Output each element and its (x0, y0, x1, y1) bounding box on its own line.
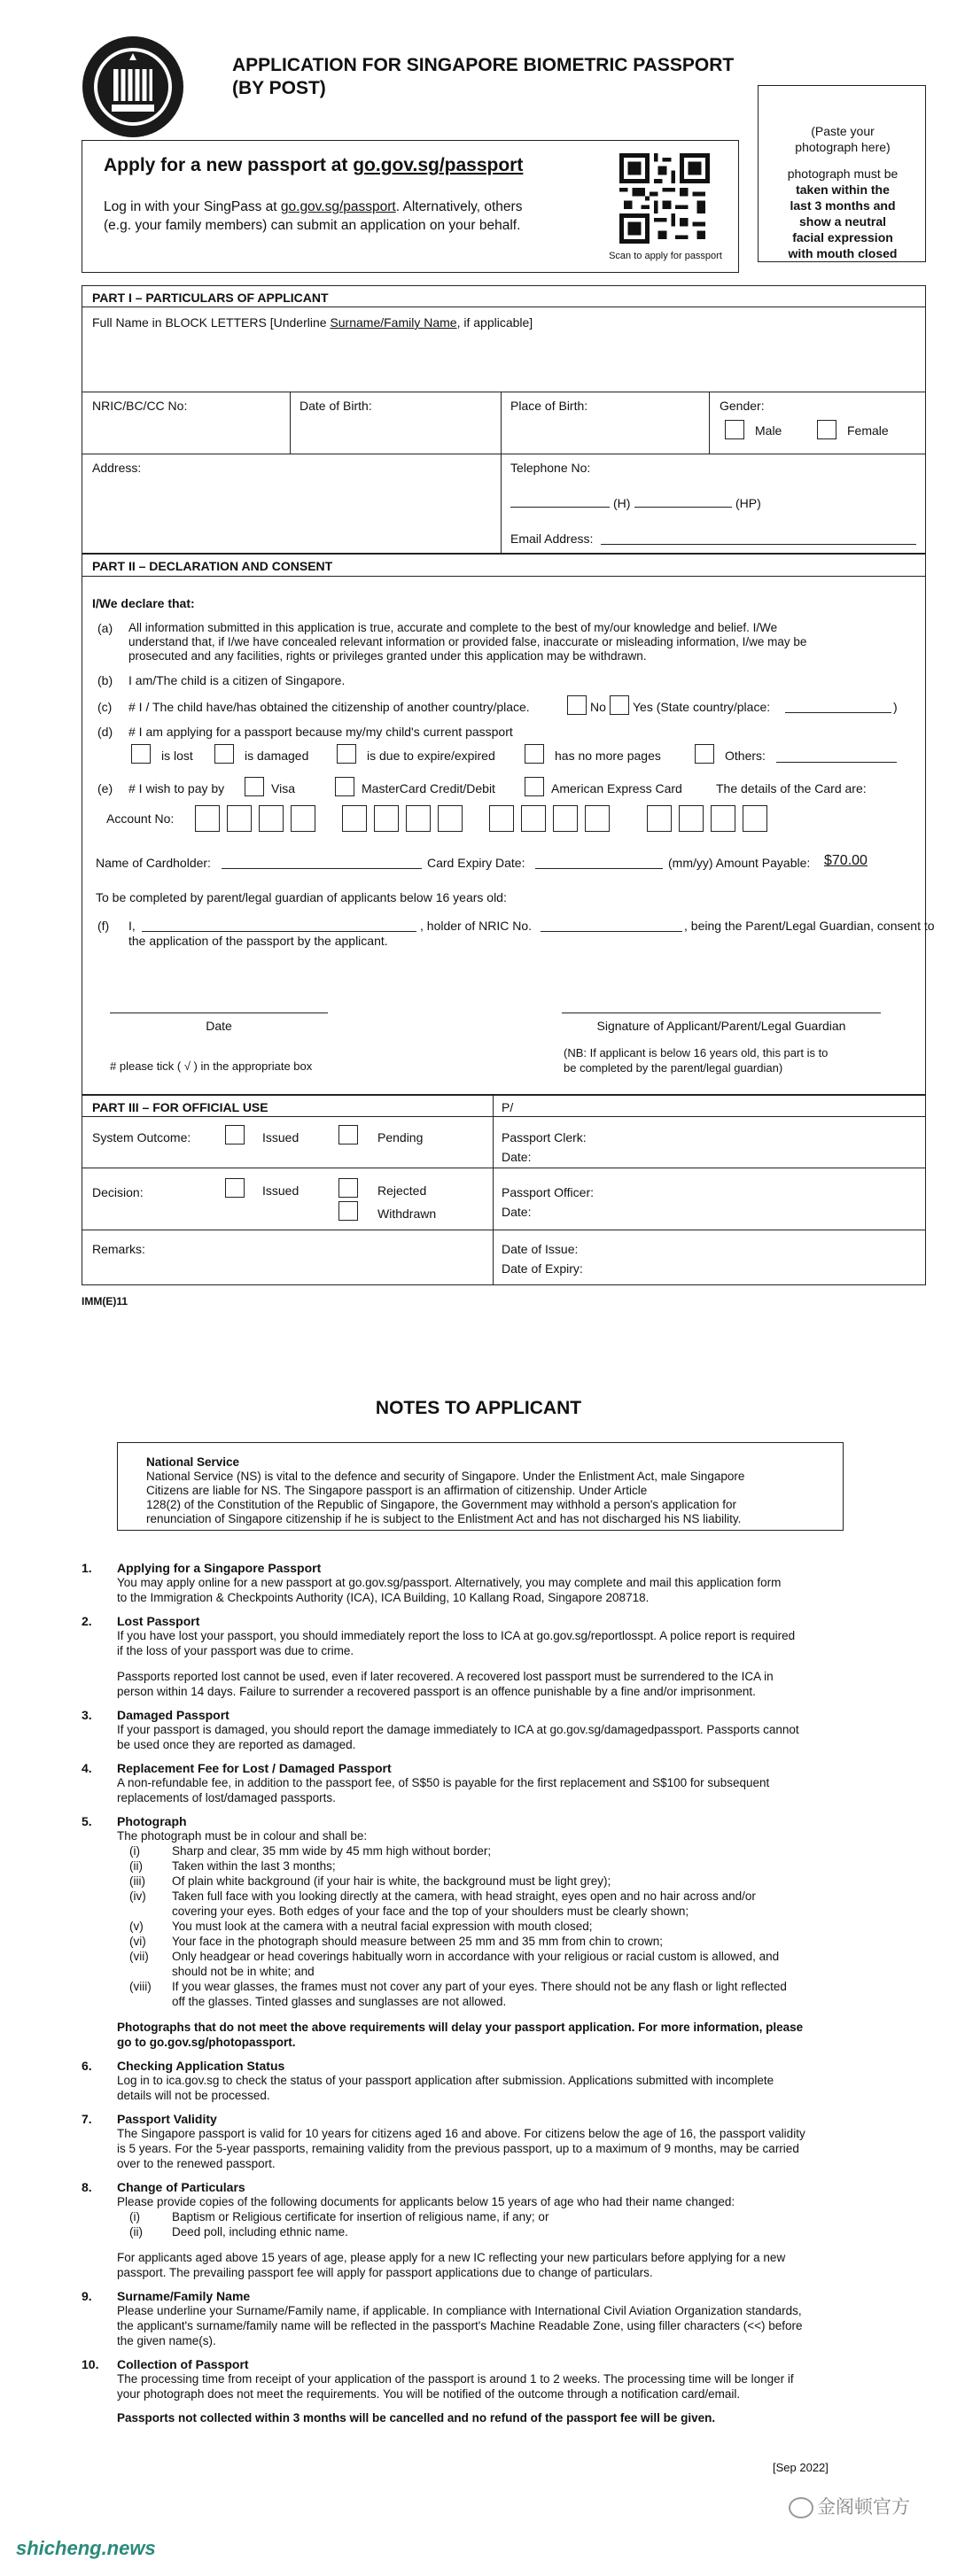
qr-caption: Scan to apply for passport (609, 251, 722, 261)
decision-rejected-checkbox[interactable] (338, 1178, 358, 1198)
guardian-nric-field[interactable] (541, 931, 682, 932)
photo-requirement: (iii) Of plain white background (if your hair is white, the background must be light grey); (129, 1874, 611, 1888)
note-item: 3. Damaged Passport If your passport is damaged, you should report the damage immediately to ICA at go.gov.sg/damagedpassport. Passports cannot be used once they are reported as damaged. (82, 1708, 861, 1752)
item-f-consent: , being the Parent/Legal Guardian, consent to (684, 919, 935, 933)
qr-code (619, 153, 710, 244)
date-label: Date (206, 1019, 232, 1033)
account-digit-box[interactable] (585, 805, 610, 832)
date-issue-label: Date of Issue: (502, 1242, 579, 1256)
watermark-left: shicheng.news (16, 2537, 156, 2559)
male-label: Male (755, 423, 782, 438)
address-label: Address: (92, 461, 142, 475)
note-title: Checking Application Status (117, 2059, 285, 2073)
item-b-label: (b) (97, 673, 113, 687)
mobile-label: (HP) (735, 496, 761, 510)
watermark-right: 金阁顿官方 (789, 2493, 910, 2519)
singpass-link[interactable]: go.gov.sg/passport (280, 199, 396, 214)
account-digit-box[interactable] (647, 805, 672, 832)
account-digit-box[interactable] (521, 805, 546, 832)
item-b-text: I am/The child is a citizen of Singapore. (128, 673, 346, 687)
citizenship-yes-label: Yes (State country/place: (633, 700, 771, 714)
account-digit-box[interactable] (291, 805, 315, 832)
clerk-label: Passport Clerk: (502, 1130, 587, 1144)
cardholder-label: Name of Cardholder: (96, 856, 211, 870)
reason-damaged-checkbox[interactable] (214, 744, 234, 764)
expiry-field[interactable] (535, 868, 663, 869)
citizenship-yes-checkbox[interactable] (610, 695, 629, 715)
note-item: 2. Lost Passport If you have lost your passport, you should immediately report the loss to ICA at go.gov.sg/reportlosspt. A police report is required if the loss of your passport was due to crime. Passports reported lost cannot be used, even if later recovered. A recovered lost passport must be surrendered to the ICA in person within 14 days. Failure to surrender a recovered passport is an offence punishable by a fine and/or imprisonment. (82, 1614, 861, 1699)
full-name-label: Full Name in BLOCK LETTERS [Underline Surname/Family Name, if applicable] (92, 315, 533, 330)
reason-expire-checkbox[interactable] (337, 744, 356, 764)
home-phone-field[interactable] (510, 507, 610, 508)
ns-heading: National Service (146, 1455, 240, 1469)
outcome-issued-label: Issued (262, 1130, 300, 1144)
reason-pages-label: has no more pages (555, 749, 661, 763)
nric-label: NRIC/BC/CC No: (92, 399, 188, 413)
system-outcome-label: System Outcome: (92, 1130, 191, 1144)
p-slash: P/ (502, 1100, 514, 1114)
home-label: (H) (613, 496, 631, 510)
email-field[interactable] (601, 544, 916, 545)
pay-mastercard-checkbox[interactable] (335, 777, 354, 796)
photo-box: (Paste your photograph here) photograph must be taken within the last 3 months and show a neutral facial expression with mouth closed (758, 85, 926, 262)
pay-amex-label: American Express Card (551, 781, 682, 795)
decision-issued-checkbox[interactable] (225, 1178, 245, 1198)
note-photograph: 5. Photograph The photograph must be in colour and shall be: (i) Sharp and clear, 35 mm wide by 45 mm high without border; (ii) Taken within the last 3 months; (iii) Of plain white background (if your hair is white, the background must be light grey); (iv) Taken full face with you looking directly at the camera, with head straight, eyes open and no hair across and/or covering your eyes. Both edges of your face and the top of your shoulders must be clearly shown; (v) You must look at the camera with a neutral facial expression with mouth closed; (vi) Your face in the photograph should measure between 25 mm and 35 mm from chin to crown; (vii) Only headgear or head coverings habitually worn in accordance with your religious or racial custom is allowed, and should not be in white; and (viii) If you wear glasses, the frames must not cover any part of your eyes. There should not be any flash or light reflected off the glasses. Tinted glasses and sunglasses are not allowed. Photographs that do not meet the above requirements will delay your passport application. For more information, please go to go.gov.sg/photopassport. (82, 1814, 861, 2050)
date-expiry-label: Date of Expiry: (502, 1261, 583, 1276)
guardian-note: To be completed by parent/legal guardian of applicants below 16 years old: (96, 890, 507, 904)
note-item: 6. Checking Application Status Log in to ica.gov.sg to check the status of your passport application after submission. Applications submitted with incomplete details will not be processed. (82, 2059, 861, 2103)
part3-heading: PART III – FOR OFFICIAL USE (92, 1100, 268, 1114)
account-digit-box[interactable] (406, 805, 431, 832)
item-d-label: (d) (97, 725, 113, 739)
item-c-label: (c) (97, 700, 113, 714)
clerk-date-label: Date: (502, 1150, 532, 1164)
note-item: 9. Surname/Family Name Please underline your Surname/Family name, if applicable. In compliance with International Civil Aviation Organization standards, the applicant's surname/family name will be reflected in the passport's Machine Readable Zone, using filler characters (<<) before the given name(s). (82, 2289, 861, 2348)
note-item: 1. Applying for a Singapore Passport You may apply online for a new passport at go.gov.sg/passport. Alternatively, you may complete and mail this application form to the Immigration & Checkpoints Authority (ICA), ICA Building, 10 Kallang Road, Singapore 208718. (82, 1561, 861, 1605)
part2-heading: PART II – DECLARATION AND CONSENT (92, 559, 333, 573)
cardholder-field[interactable] (222, 868, 422, 869)
gender-label: Gender: (720, 399, 765, 413)
photo-requirement: (i) Sharp and clear, 35 mm wide by 45 mm high without border; (129, 1844, 492, 1858)
dob-label: Date of Birth: (300, 399, 372, 413)
online-heading: Apply for a new passport at go.gov.sg/passport (104, 155, 524, 175)
pay-mastercard-label: MasterCard Credit/Debit (362, 781, 495, 795)
country-field[interactable] (785, 712, 891, 713)
item-a-label: (a) (97, 621, 113, 635)
reason-lost-label: is lost (161, 749, 193, 763)
account-digit-box[interactable] (743, 805, 767, 832)
amount-label: (mm/yy) Amount Payable: (668, 856, 811, 870)
decision-withdrawn-label: Withdrawn (377, 1207, 437, 1221)
officer-date-label: Date: (502, 1205, 532, 1219)
item-a-text: All information submitted in this application is true, accurate and complete to the best of my/our knowledge and belief. I/We understand that, if I/we have concealed relevant information or provided false, inaccurate or misleading information, I/we may be prosecuted and any facilities, rights or privileges granted under this application may be withdrawn. (128, 621, 807, 663)
amount-value: $70.00 (824, 853, 868, 868)
note-title: Passport Validity (117, 2112, 217, 2126)
officer-label: Passport Officer: (502, 1185, 595, 1199)
photo-requirement: (ii) Taken within the last 3 months; (129, 1859, 336, 1873)
change-document: (ii) Deed poll, including ethnic name. (129, 2225, 348, 2238)
pay-visa-label: Visa (271, 781, 295, 795)
declare-label: I/We declare that: (92, 596, 195, 610)
form-code: IMM(E)11 (82, 1295, 128, 1307)
mobile-phone-field[interactable] (634, 507, 732, 508)
note-title: Surname/Family Name (117, 2289, 251, 2303)
telephone-label: Telephone No: (510, 461, 591, 475)
sg-crest-logo (80, 34, 186, 140)
female-label: Female (847, 423, 889, 438)
change-document: (i) Baptism or Religious certificate for insertion of religious name, if any; or (129, 2210, 549, 2223)
tick-note: # please tick ( √ ) in the appropriate box (110, 1059, 313, 1073)
reason-others-checkbox[interactable] (695, 744, 714, 764)
account-digit-box[interactable] (342, 805, 367, 832)
note-change-particulars: 8. Change of Particulars Please provide copies of the following documents for applicants below 15 years of age who had their name changed: (i) Baptism or Religious certificate for insertion of religious name, if any; or (ii) Deed poll, including ethnic name. For applicants aged above 15 years of age, please apply for a new IC reflecting your new particulars before applying for a new passport. The prevailing passport fee will apply for passport applications due to change of particulars. (82, 2180, 861, 2280)
item-f-nric: , holder of NRIC No. (420, 919, 533, 933)
part1-heading: PART I – PARTICULARS OF APPLICANT (92, 291, 329, 305)
pay-amex-checkbox[interactable] (525, 777, 544, 796)
female-checkbox[interactable] (817, 420, 836, 439)
note-title: Replacement Fee for Lost / Damaged Passport (117, 1761, 392, 1775)
item-f-label: (f) (97, 919, 110, 933)
signature-label: Signature of Applicant/Parent/Legal Guardian (596, 1019, 846, 1033)
notes-title: NOTES TO APPLICANT (375, 1398, 582, 1418)
others-field[interactable] (776, 762, 897, 763)
account-digit-box[interactable] (553, 805, 578, 832)
item-f-text-2: the application of the passport by the applicant. (128, 934, 388, 948)
decision-issued-label: Issued (262, 1183, 300, 1198)
citizenship-no-label: No (590, 700, 606, 714)
note-item: 4. Replacement Fee for Lost / Damaged Passport A non-refundable fee, in addition to the passport fee, of S$50 is payable for the first replacement and S$100 for subsequent replacements of lost/damaged passports. (82, 1761, 861, 1805)
expiry-label: Card Expiry Date: (427, 856, 525, 870)
nb-note: (NB: If applicant is below 16 years old, this part is to be completed by the parent/legal guardian) (564, 1046, 829, 1075)
photo-requirement: (vii) Only headgear or head coverings habitually worn in accordance with your religious or racial custom is allowed, and should not be in white; and (129, 1950, 780, 1978)
account-digit-box[interactable] (489, 805, 514, 832)
photo-requirement: (iv) Taken full face with you looking directly at the camera, with head straight, eyes open and no hair across and/or covering your eyes. Both edges of your face and the top of your shoulders must be clearly shown; (129, 1889, 756, 1918)
reason-others-label: Others: (725, 749, 766, 763)
note-title: Collection of Passport (117, 2357, 249, 2371)
online-apply-box (82, 140, 739, 273)
photo-requirement: (viii) If you wear glasses, the frames must not cover any part of your eyes. There should not be any flash or light reflected off the glasses. Tinted glasses and sunglasses are not allowed. (129, 1980, 787, 2008)
outcome-pending-label: Pending (377, 1130, 424, 1144)
note-item: 10. Collection of Passport The processing time from receipt of your application of the passport is around 1 to 2 weeks. The processing time will be longer if your photograph does not meet the requirements. You will be notified of the outcome through a notification card/email. (82, 2357, 861, 2401)
decision-withdrawn-checkbox[interactable] (338, 1201, 358, 1221)
item-d-text: # I am applying for a passport because my/my child's current passport (128, 725, 513, 739)
decision-label: Decision: (92, 1185, 144, 1199)
account-digit-box[interactable] (195, 805, 220, 832)
photo-requirement: (v) You must look at the camera with a neutral facial expression with mouth closed; (129, 1920, 593, 1933)
reason-damaged-label: is damaged (245, 749, 309, 763)
item-c-text: # I / The child have/has obtained the citizenship of another country/place. (128, 700, 530, 714)
final-note: Passports not collected within 3 months will be cancelled and no refund of the passport fee will be given. (117, 2411, 716, 2425)
citizenship-close: ) (893, 700, 898, 714)
account-digit-box[interactable] (259, 805, 284, 832)
passport-link[interactable]: go.gov.sg/passport (353, 155, 524, 175)
wechat-icon (789, 2497, 813, 2518)
note-title: Applying for a Singapore Passport (117, 1561, 322, 1575)
item-e-label: (e) (97, 781, 113, 795)
reason-pages-checkbox[interactable] (525, 744, 544, 764)
form-subtitle: (BY POST) (232, 78, 326, 98)
note-item: 7. Passport Validity The Singapore passport is valid for 10 years for citizens aged 16 and above. For citizens below the age of 16, the passport validity is 5 years. For the 5-year passports, remaining validity from the previous passport, up to a maximum of 9 months, may be carried over to the renewed passport. (82, 2112, 861, 2171)
reason-expire-label: is due to expire/expired (367, 749, 495, 763)
guardian-name-field[interactable] (142, 931, 416, 932)
full-name-field[interactable] (83, 333, 923, 390)
form-title: APPLICATION FOR SINGAPORE BIOMETRIC PASSPORT (232, 55, 735, 75)
revision-date: [Sep 2022] (773, 2461, 829, 2474)
ns-box: National Service National Service (NS) is vital to the defence and security of Singapore. Under the Enlistment Act, male Singapore Citizens are liable for NS. The Singapore passport is an affirmation of citizenship. Under Article 128(2) of the Constitution of the Republic of Singapore, the Government may withhold a person's application for renunciation of Singapore citizenship if he is subject to the Enlistment Act and has not discharged his NS liability. (117, 1442, 844, 1531)
account-digit-box[interactable] (374, 805, 399, 832)
account-digit-box[interactable] (711, 805, 735, 832)
online-text: Log in with your SingPass at go.gov.sg/passport. Alternatively, others (e.g. your family members) can submit an application on your behalf. (104, 199, 523, 233)
account-no-label: Account No: (106, 811, 175, 826)
account-digit-box[interactable] (438, 805, 463, 832)
outcome-pending-checkbox[interactable] (338, 1125, 358, 1144)
account-digit-box[interactable] (679, 805, 704, 832)
notes-list (82, 1552, 861, 2425)
reason-lost-checkbox[interactable] (131, 744, 151, 764)
card-details-label: The details of the Card are: (716, 781, 867, 795)
photo-requirement: (vi) Your face in the photograph should measure between 25 mm and 35 mm from chin to crown; (129, 1935, 664, 1948)
note-title: Lost Passport (117, 1614, 200, 1628)
note-title: Damaged Passport (117, 1708, 230, 1722)
citizenship-no-checkbox[interactable] (567, 695, 587, 715)
item-f-i: I, (128, 919, 136, 933)
pay-visa-checkbox[interactable] (245, 777, 264, 796)
male-checkbox[interactable] (725, 420, 744, 439)
email-label: Email Address: (510, 531, 594, 546)
decision-rejected-label: Rejected (377, 1183, 427, 1198)
outcome-issued-checkbox[interactable] (225, 1125, 245, 1144)
item-e-text: # I wish to pay by (128, 781, 225, 795)
pob-label: Place of Birth: (510, 399, 588, 413)
account-digit-box[interactable] (227, 805, 252, 832)
remarks-label: Remarks: (92, 1242, 145, 1256)
